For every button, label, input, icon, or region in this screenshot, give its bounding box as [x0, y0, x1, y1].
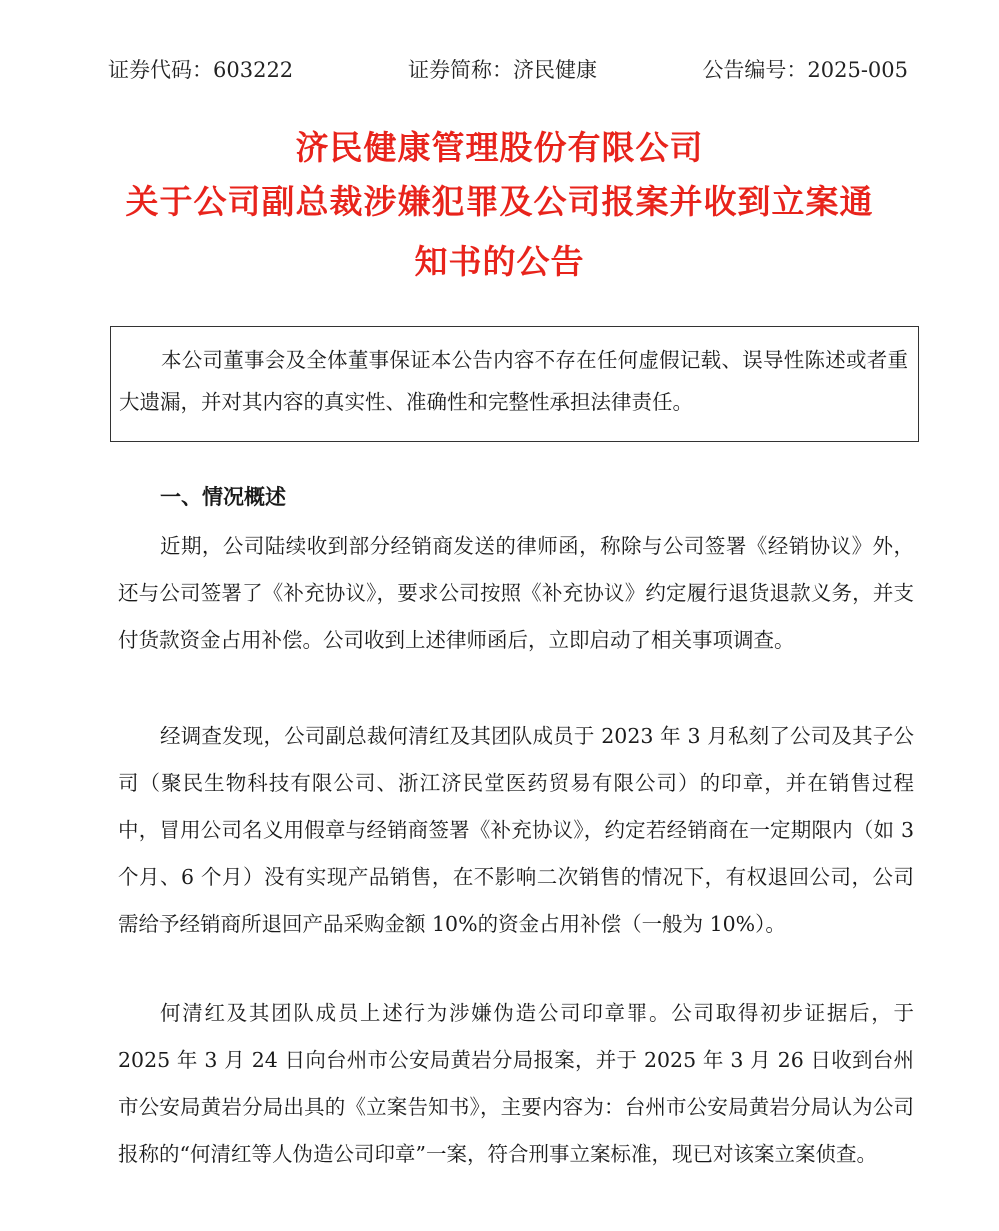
- board-statement-box: [110, 326, 919, 442]
- announcement-number: 公告编号：2025-005: [702, 58, 908, 82]
- title-subject-line-1: 关于公司副总裁涉嫌犯罪及公司报案并收到立案通: [125, 182, 874, 221]
- section-heading-overview: 一、情况概述: [160, 485, 286, 509]
- document-header: [108, 55, 908, 85]
- paragraph-lawyer-letters: 近期，公司陆续收到部分经销商发送的律师函，称除与公司签署《经销协议》外，还与公司签署了《补充协议》，要求公司按照《补充协议》约定履行退货退款义务，并支付货款资金占用补偿。公司收到上述律师函后，立即启动了相关事项调查。: [118, 534, 914, 652]
- paragraph-investigation-findings: 经调查发现，公司副总裁何清红及其团队成员于 2023 年 3 月私刻了公司及其子公司（聚民生物科技有限公司、浙江济民堂医药贸易有限公司）的印章，并在销售过程中，冒用公司名义用假章与经销商签署《补充协议》，约定若经销商在一定期限内（如 3 个月、6 个月）没有实现产品销售，在不影响二次销售的情况下，有权退回公司，公司需给予经销商所退回产品采购金额 10%的资金占用补偿（一般为 10%）。: [118, 724, 914, 936]
- paragraph-police-report: 何清红及其团队成员上述行为涉嫌伪造公司印章罪。公司取得初步证据后，于 2025 年 3 月 24 日向台州市公安局黄岩分局报案，并于 2025 年 3 月 26 日收到台州市公安局黄岩分局出具的《立案告知书》，主要内容为：台州市公安局黄岩分局认为公司报称的“何清红等人伪造公司印章”一案，符合刑事立案标准，现已对该案立案侦查。: [118, 1001, 914, 1166]
- title-company: 济民健康管理股份有限公司: [295, 128, 704, 167]
- title-subject-line-2: 知书的公告: [414, 242, 585, 281]
- stock-short-name: 证券简称：济民健康: [408, 58, 597, 82]
- board-statement-text: 本公司董事会及全体董事保证本公告内容不存在任何虚假记载、误导性陈述或者重大遗漏，并对其内容的真实性、准确性和完整性承担法律责任。: [119, 348, 908, 414]
- stock-code: 证券代码：603222: [108, 58, 294, 82]
